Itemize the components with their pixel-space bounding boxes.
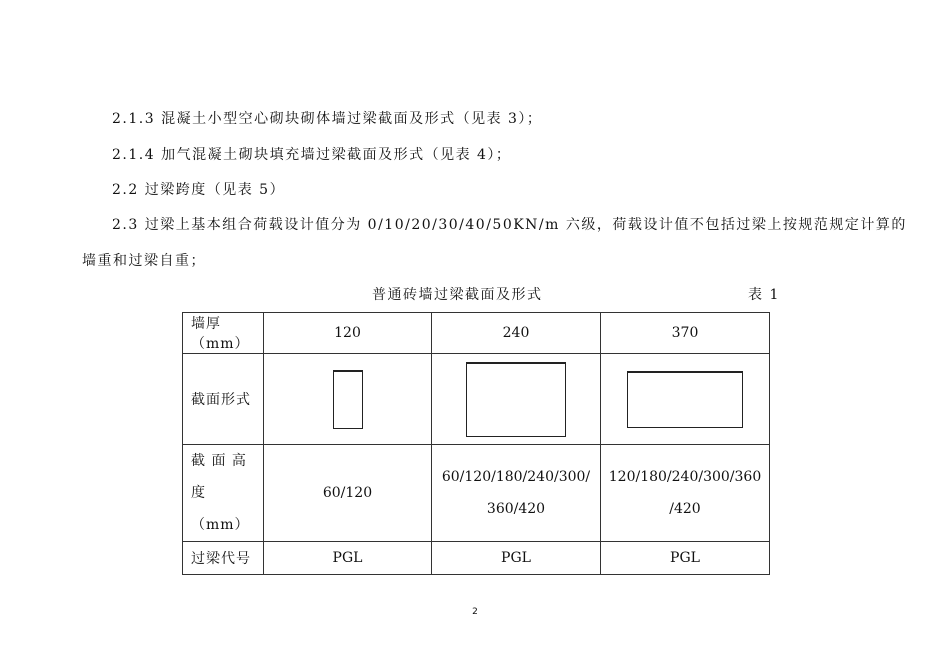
paragraph-2-1-3: 2.1.3 混凝土小型空心砌块砌体墙过梁截面及形式（见表 3）； (112, 111, 543, 127)
paragraph-2-2: 2.2 过梁跨度（见表 5） (112, 182, 286, 198)
cell-section-form-240 (432, 354, 601, 445)
cell-section-height-370-line2: /420 (669, 501, 701, 517)
row-header-section-height (183, 445, 264, 542)
cell-code-120: PGL (264, 542, 432, 575)
table-number: 表 1 (748, 287, 780, 303)
cell-thickness-240: 240 (432, 313, 601, 354)
paragraph-2-3-line2: 墙重和过梁自重； (82, 253, 206, 269)
cell-thickness-370: 370 (601, 313, 770, 354)
table-row-thickness (183, 313, 770, 354)
paragraph-2-3-line1: 2.3 过梁上基本组合荷载设计值分为 0/10/20/30/40/50KN/m 六级，荷载设计值不包括过梁上按规范规定计算的 (112, 217, 907, 233)
section-rectangle-240 (466, 362, 566, 437)
section-rectangle-370 (627, 371, 743, 428)
section-rectangle-120 (333, 370, 363, 429)
table-row-code (183, 542, 770, 575)
cell-section-height-240-line2: 360/420 (486, 501, 546, 517)
row-header-section-height-line1: 截 面 高 度 (191, 453, 247, 501)
cell-code-370: PGL (601, 542, 770, 575)
cell-section-height-240 (432, 445, 601, 542)
cell-section-height-120: 60/120 (264, 445, 432, 542)
lintel-spec-table (182, 312, 770, 575)
paragraph-2-1-4: 2.1.4 加气混凝土砌块填充墙过梁截面及形式（见表 4）； (112, 147, 512, 163)
table-row-section-height (183, 445, 770, 542)
cell-section-height-370-line1: 120/180/240/300/360 (608, 469, 762, 485)
cell-thickness-120: 120 (264, 313, 432, 354)
row-header-section-form: 截面形式 (183, 354, 264, 445)
table-caption: 普通砖墙过梁截面及形式 (372, 287, 543, 303)
cell-code-240: PGL (432, 542, 601, 575)
cell-section-height-240-line1: 60/120/180/240/300/ (441, 469, 591, 485)
row-header-thickness: 墙厚（mm） (183, 313, 264, 354)
cell-section-height-370 (601, 445, 770, 542)
row-header-section-height-line2: （mm） (191, 517, 250, 533)
page-number: 2 (472, 607, 478, 617)
table-row-section-form (183, 354, 770, 445)
cell-section-form-120 (264, 354, 432, 445)
cell-section-form-370 (601, 354, 770, 445)
row-header-code: 过梁代号 (183, 542, 264, 575)
